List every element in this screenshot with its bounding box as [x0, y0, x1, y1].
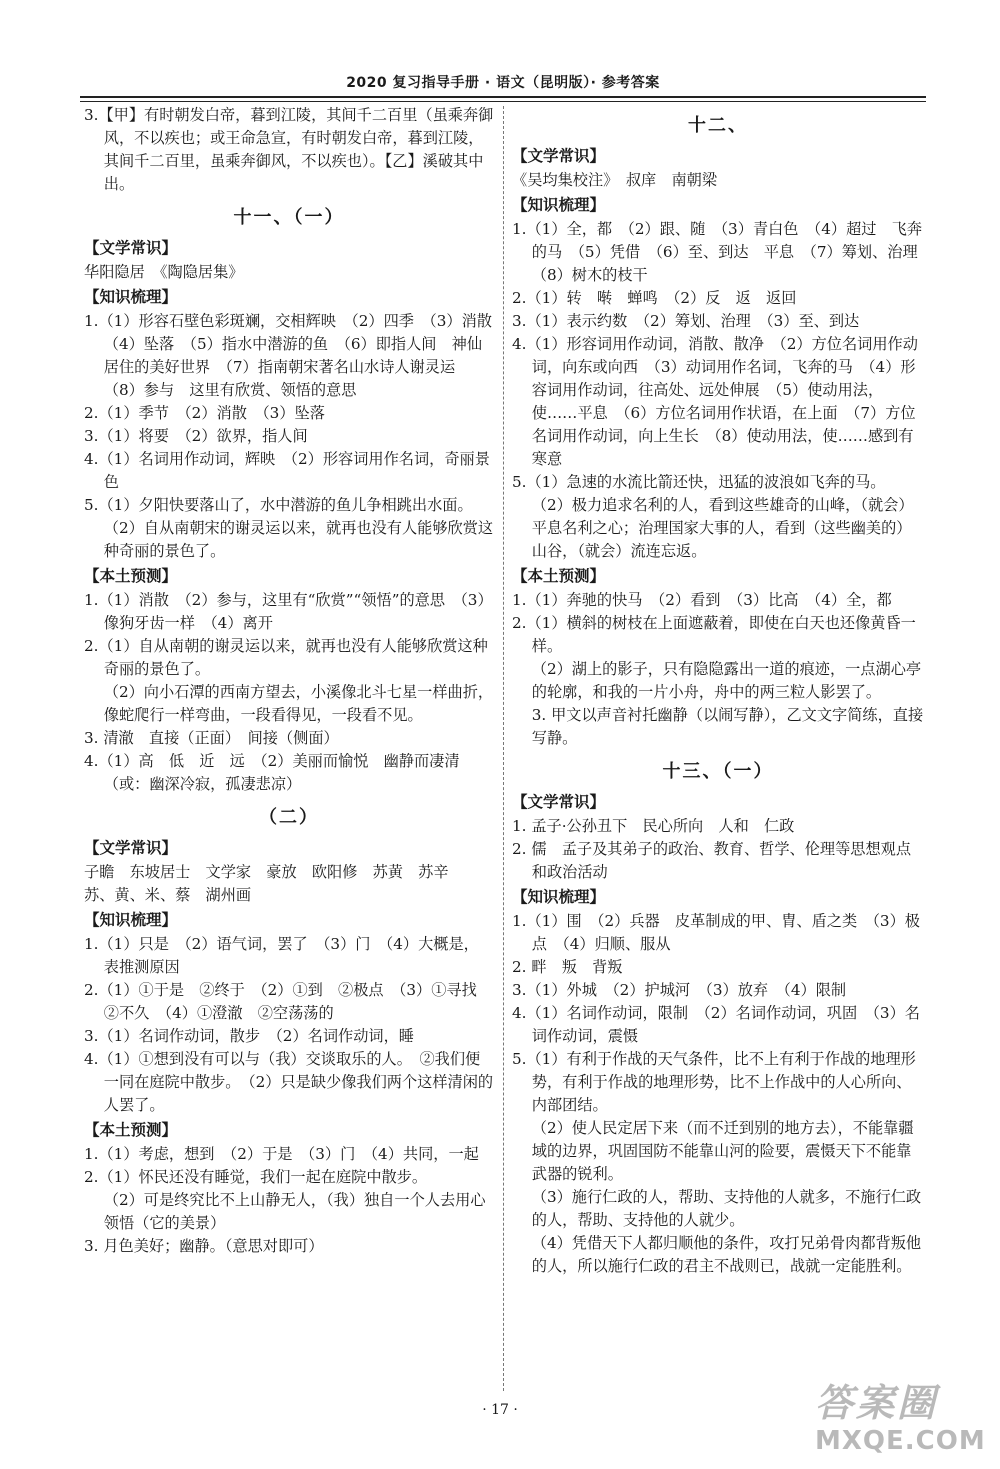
answer-line: 1. 孟子·公孙丑下 民心所向 人和 仁政	[512, 817, 795, 835]
answer-line: 4.（1）①想到没有可以与（我）交谈取乐的人。 ②我们便一同在庭院中散步。 （2）只是缺少像我们两个这样清闲的人罢了。	[84, 1050, 494, 1114]
section-heading: 【知识梳理】	[512, 888, 606, 906]
answer-line: 3.【甲】有时朝发白帝，暮到江陵，其间千二百里（虽乘奔御风，不以疾也；或王命急宣，有时朝发白帝，暮到江陵，其间千二百里，虽乘奔御风，不以疾也）。【乙】溪破其中出。	[84, 106, 494, 193]
answer-line: 3. 甲文以声音衬托幽静（以闹写静），乙文文字简练，直接写静。	[531, 706, 924, 747]
section-heading: 【知识梳理】	[512, 196, 606, 214]
answer-line: 5.（1）有利于作战的天气条件，比不上有利于作战的地理形势，有利于作战的地理形势，比不上作战中的人心所向、内部团结。	[512, 1050, 916, 1114]
answer-line: 3.（1）将要 （2）欲界，指人间	[84, 427, 308, 445]
answer-line: 子瞻 东坡居士 文学家 豪放 欧阳修 苏黄 苏辛 苏、黄、米、蔡 湖州画	[84, 863, 464, 904]
answer-line: 4.（1）高 低 近 远 （2）美丽而愉悦 幽静而凄清（或：幽深冷寂，孤凄悲凉）	[84, 752, 460, 793]
answer-line: （2）极力追求名利的人，看到这些雄奇的山峰，（就会）平息名利之心；治理国家大事的人，看到（这些幽美的）山谷，（就会）流连忘返。	[531, 496, 914, 560]
answer-line: 2.（1）转 啭 蝉鸣 （2）反 返 返回	[512, 289, 797, 307]
answer-line: 5.（1）急速的水流比箭还快，迅猛的波浪如飞奔的马。	[512, 473, 886, 491]
section-heading: 【文学常识】	[84, 239, 178, 257]
section-heading: 【文学常识】	[84, 839, 178, 857]
answer-line: 《吴均集校注》 叔庠 南朝梁	[512, 171, 718, 189]
section-heading: 【本土预测】	[84, 567, 178, 585]
answer-line: 3.（1）名词作动词，散步 （2）名词作动词，睡	[84, 1027, 414, 1045]
answer-line: 2.（1）自从南朝的谢灵运以来，就再也没有人能够欣赏这种奇丽的景色了。	[84, 637, 488, 678]
answer-line: （4）凭借天下人都归顺他的条件，攻打兄弟骨肉都背叛他的人，所以施行仁政的君主不战则已，战就一定能胜利。	[531, 1234, 922, 1275]
header-rule-thin	[80, 101, 926, 102]
answer-line: 3. 月色美好；幽静。（意思对即可）	[84, 1237, 324, 1255]
answer-line: 4.（1）形容词用作动词，消散、散净 （2）方位名词用作动词，向东或向西 （3）动词用作名词，飞奔的马 （4）形容词用作动词，往高处、远处伸展 （5）使动用法，使……平息 （6）方位名词用作状语，在上面 （7）方位名词用作动词，向上生长 （8）使动用法，使……感到有寒意	[512, 335, 918, 468]
answer-line: （2）可是终究比不上山静无人，（我）独自一个人去用心领悟（它的美景）	[103, 1191, 486, 1232]
answer-line: 3. 清澈 直接（正面） 间接（侧面）	[84, 729, 339, 747]
answer-line: 2.（1）横斜的树枝在上面遮蔽着，即使在白天也还像黄昏一样。	[512, 614, 916, 655]
page-number: · 17 ·	[482, 1402, 518, 1418]
answer-line: 华阳隐居 《陶隐居集》	[84, 263, 244, 281]
answer-line: 4.（1）名词用作动词，辉映 （2）形容词用作名词，奇丽景色	[84, 450, 490, 491]
section-heading: 【文学常识】	[512, 793, 606, 811]
left-column	[84, 104, 508, 1258]
answer-line: 2. 畔 叛 背叛	[512, 958, 623, 976]
answer-line: 1.（1）消散 （2）参与，这里有“欣赏”“领悟”的意思 （3）像狗牙齿一样 （4）离开	[84, 591, 493, 632]
section-title: 十一、（一）	[233, 207, 345, 228]
answer-line: 1.（1）全，都 （2）跟、随 （3）青白色 （4）超过 飞奔的马 （5）凭借 （6）至、到达 平息 （7）筹划、治理 （8）树木的枝干	[512, 220, 933, 284]
section-title: （二）	[259, 807, 319, 828]
answer-line: 1.（1）奔驰的快马 （2）看到 （3）比高 （4）全，都	[512, 591, 892, 609]
answer-line: 1.（1）只是 （2）语气词，罢了 （3）门 （4）大概是，表推测原因	[84, 935, 479, 976]
answer-line: （2）湖上的影子，只有隐隐露出一道的痕迹，一点湖心亭的轮廓，和我的一片小舟，舟中的两三粒人影罢了。	[531, 660, 922, 701]
section-heading: 【知识梳理】	[84, 288, 178, 306]
header-rule-thick	[80, 96, 926, 98]
answer-line: 2. 儒 孟子及其弟子的政治、教育、哲学、伦理等思想观点和政治活动	[512, 840, 912, 881]
answer-line: 4.（1）名词作动词，限制 （2）名词作动词，巩固 （3）名词作动词，震慑	[512, 1004, 920, 1045]
answer-line: 1.（1）考虑，想到 （2）于是 （3）门 （4）共同，一起	[84, 1145, 479, 1163]
answer-line: 3.（1）外城 （2）护城河 （3）放弃 （4）限制	[512, 981, 847, 999]
answer-line: 2.（1）怀民还没有睡觉，我们一起在庭院中散步。	[84, 1168, 428, 1186]
answer-line: 3.（1）表示约数 （2）筹划、治理 （3）至、到达	[512, 312, 860, 330]
answer-line: （2）自从南朝宋的谢灵运以来，就再也没有人能够欣赏这种奇丽的景色了。	[103, 519, 494, 560]
answer-line: 1.（1）围 （2）兵器 皮革制成的甲、胄、盾之类 （3）极点 （4）归顺、服从	[512, 912, 920, 953]
watermark-logo	[815, 1380, 995, 1464]
watermark-domain: MXQE.COM	[815, 1426, 986, 1456]
right-column	[512, 104, 933, 1278]
page-header: 2020 复习指导手册 · 语文（昆明版）· 参考答案	[346, 75, 660, 91]
section-title: 十三、（一）	[662, 761, 774, 782]
answer-line: （2）向小石潭的西南方望去，小溪像北斗七星一样曲折，像蛇爬行一样弯曲，一段看得见，一段看不见。	[103, 683, 494, 724]
watermark-text: 答案圈	[815, 1381, 939, 1425]
answer-line: 2.（1）①于是 ②终于 （2）①到 ②极点 （3）①寻找 ②不久 （4）①澄澈 ②空荡荡的	[84, 981, 492, 1022]
answer-line: （2）使人民定居下来（而不迁到别的地方去），不能靠疆域的边界，巩固国防不能靠山河的险要，震慑天下不能靠武器的锐利。	[531, 1119, 914, 1183]
answer-line: 2.（1）季节 （2）消散 （3）坠落	[84, 404, 325, 422]
answer-line: 5.（1）夕阳快要落山了，水中潜游的鱼儿争相跳出水面。	[84, 496, 473, 514]
section-heading: 【本土预测】	[84, 1121, 178, 1139]
section-heading: 【文学常识】	[512, 147, 606, 165]
section-heading: 【知识梳理】	[84, 911, 178, 929]
answer-line: 1.（1）形容石壁色彩斑斓，交相辉映 （2）四季 （3）消散 （4）坠落 （5）指水中潜游的鱼 （6）即指人间 神仙居住的美好世界 （7）指南朝宋著名山水诗人谢灵运 （8）参与 这里有欣赏、领悟的意思	[84, 312, 508, 399]
section-title: 十二、	[688, 115, 748, 136]
section-heading: 【本土预测】	[512, 567, 606, 585]
answer-line: （3）施行仁政的人，帮助、支持他的人就多，不施行仁政的人，帮助、支持他的人就少。	[531, 1188, 922, 1229]
column-divider	[503, 106, 504, 1391]
